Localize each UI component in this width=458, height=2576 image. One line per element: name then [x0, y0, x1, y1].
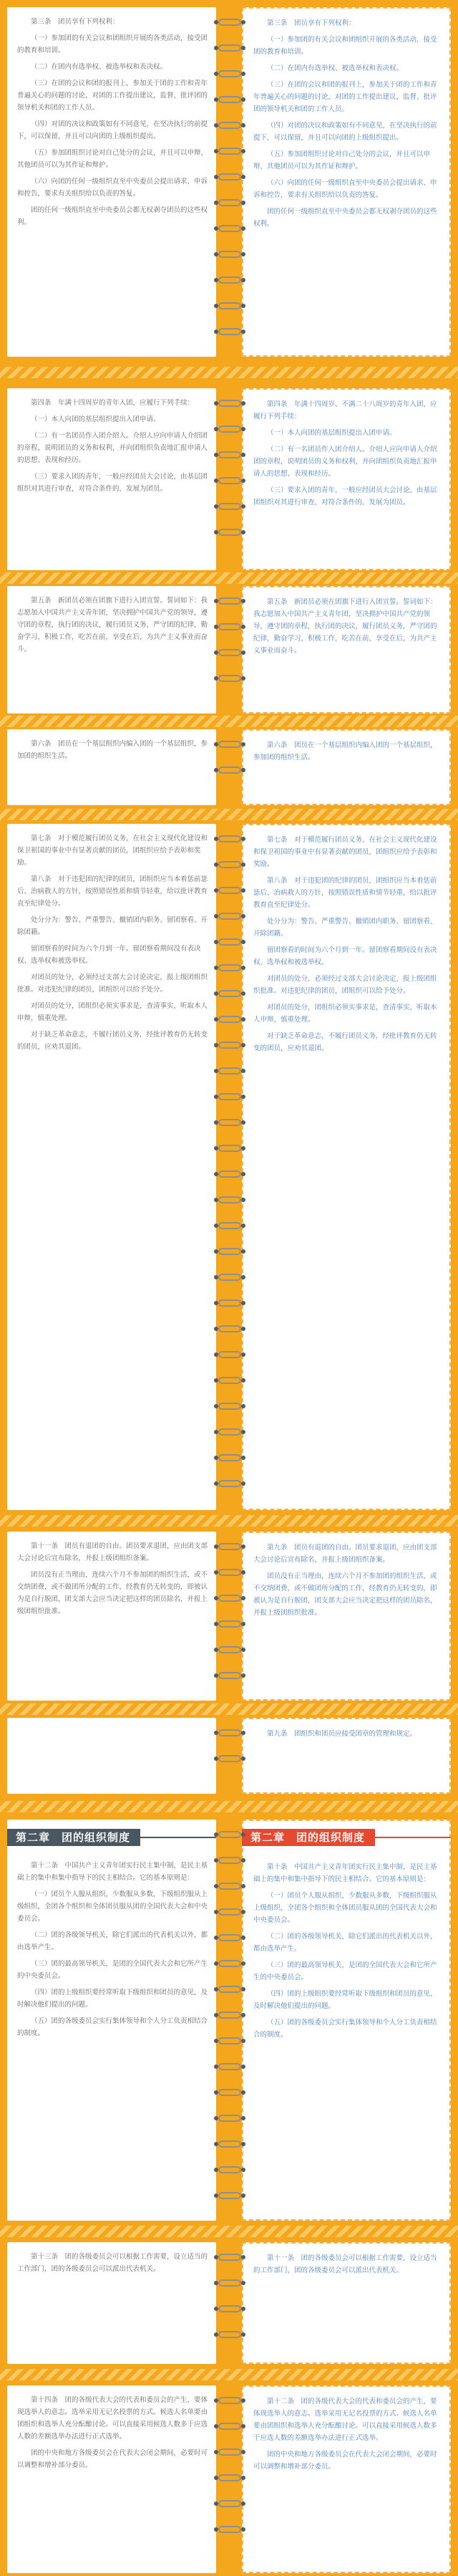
chapter-title: 第二章 团的组织制度	[7, 1829, 140, 1846]
binding-ring	[218, 1171, 241, 1178]
binding-ring	[218, 70, 241, 77]
left-paragraph: 团员没有正当理由，连续六个月不参加团的组织生活，或不交纳团费，或不做团所分配的工作，经教育仍无转变的，即被认为是自行脱团，团支部大会应当决定把这样的团员除名，并报上级团组织批准。	[17, 1571, 208, 1615]
binding-ring	[218, 2474, 241, 2481]
left-paragraph: （二）团的各级领导机关，除它们派出的代表机关以外，都由选举产生。	[17, 1931, 208, 1951]
right-paragraph: （二）团的各级领导机关，除它们派出的代表机关以外，都由选举产生。	[253, 1933, 437, 1953]
left-paragraph: （五）团的各级委员会实行集体领导和个人分工负责相结合的制度。	[17, 2017, 208, 2037]
left-panel-4	[7, 824, 216, 1510]
left-panel-9	[7, 2385, 216, 2573]
binding-ring	[218, 2448, 241, 2456]
binding-ring	[218, 503, 241, 510]
right-paragraph: 第十条 中国共产主义青年团实行民主集中制，是民主基础上的集中和集中指导下的民主相结合。它的基本原则是：	[253, 1863, 437, 1883]
left-paragraph: 团的任何一级组织直至中央委员会都无权剥夺团员的这些权利。	[17, 206, 208, 226]
binding-ring	[218, 1274, 241, 1281]
binding-ring	[218, 529, 241, 536]
binding-ring	[218, 1145, 241, 1152]
right-paragraph: （五）团的各级委员会实行集体领导和个人分工负责相结合的制度。	[253, 2019, 437, 2039]
section-separator	[0, 367, 458, 378]
left-paragraph: 第八条 对于违犯团的纪律的团员，团组织应当本着惩前毖后、治病救人的方针，按照错误性质和情节轻重，给以批评教育直至纪律处分。	[17, 875, 208, 908]
binding-ring	[218, 1042, 241, 1049]
binding-ring	[218, 1986, 241, 1993]
binding-ring	[218, 19, 241, 26]
right-panel-8	[242, 2242, 451, 2364]
right-paragraph: （六）向团的任何一级组织直至中央委员会提出请求、申诉和控告，要求有关组织给以负责的答复。	[253, 179, 437, 199]
binding-ring	[218, 1831, 241, 1838]
binding-ring	[218, 277, 241, 284]
left-paragraph: （五）参加团组织讨论对自己处分的会议，并且可以申辩，其他团员可以为其作证和辩护。	[17, 149, 208, 169]
left-panel-3	[7, 729, 216, 805]
binding-ring	[218, 2089, 241, 2096]
left-paragraph: （一）本人向团的基层组织提出入团申请。	[31, 415, 160, 423]
left-paragraph: 第十一条 团员有退团的自由。团员要求退团，应由团支部大会讨论后宣布除名，并报上级团组织备案。	[17, 1542, 208, 1562]
binding-ring	[218, 1908, 241, 1916]
left-paragraph: （三）团的最高领导机关，是团的全国代表大会和它所产生的中央委员会。	[17, 1960, 208, 1980]
right-panel-5	[242, 1532, 451, 1701]
right-paragraph: （三）团的最高领导机关，是团的全国代表大会和它所产生的中央委员会。	[253, 1961, 437, 1981]
binding-ring	[218, 225, 241, 232]
binding-ring	[218, 1934, 241, 1941]
section-separator	[0, 572, 458, 584]
right-paragraph: （一）参加团的有关会议和团组织开展的各类活动，接受团的教育和培训。	[253, 36, 437, 56]
binding-ring	[218, 2037, 241, 2044]
chapter-rule	[375, 1837, 451, 1838]
right-paragraph: （一）团员个人服从组织，少数服从多数，下级组织服从上级组织，全团各个组织和全体团员服从团的全国代表大会和中央委员会。	[253, 1892, 437, 1924]
binding-ring	[218, 1672, 241, 1679]
binding-ring	[218, 1620, 241, 1628]
left-panel-5	[7, 1532, 216, 1701]
left-paragraph: 第十四条 团的各级代表大会的代表和委员会的产生，要体现选举人的意志。选举采用无记名投票的方式。候选人名单要由团组织和选举人充分酝酿讨论。可以直接采用候选人数多于应选人数的差额选举办法进行正式选举。	[17, 2396, 208, 2441]
right-paragraph: （二）有一名团员作入团介绍人。介绍人应向申请人介绍团的章程，说明团员的义务和权利，并向团组织负责地汇报申请人的思想、表现和经历。	[253, 446, 437, 478]
right-paragraph: 处分分为：警告、严重警告、撤销团内职务、留团察看、开除团籍。	[253, 918, 437, 938]
right-paragraph: （四）对团的决议和政策如有不同意见，在坚决执行的前提下，可以保留，并且可以向团的上级组织提出。	[253, 122, 437, 142]
left-paragraph: （一）参加团的有关会议和团组织开展的各类活动，接受团的教育和培训。	[17, 34, 208, 54]
binding-ring	[218, 1067, 241, 1075]
binding-ring	[218, 1543, 241, 1550]
left-panel-1	[7, 388, 216, 570]
binding-ring	[218, 451, 241, 458]
binding-ring	[218, 887, 241, 894]
left-paragraph: 第三条 团员享有下列权利：	[31, 18, 120, 26]
binding-ring	[218, 1119, 241, 1126]
right-panel-0	[242, 7, 451, 357]
binding-ring	[218, 96, 241, 103]
right-panel-2	[242, 586, 451, 713]
binding-ring	[218, 2063, 241, 2070]
binding-ring	[218, 649, 241, 656]
binding-ring	[218, 766, 241, 774]
left-paragraph: 第十三条 团的各级委员会可以根据工作需要，设立适当的工作部门，团的各级委员会可以派出代表机关。	[17, 2253, 208, 2273]
right-paragraph: 对团员的处分，必须经过支部大会讨论决定，报上级团组织批准。对违犯纪律的团员，团组织可以给予处分。	[253, 975, 437, 995]
binding-ring	[218, 2423, 241, 2430]
binding-ring	[218, 1569, 241, 1576]
right-paragraph: （一）本人向团的基层组织提出入团申请。	[267, 429, 396, 437]
right-paragraph: （四）团的上级组织要经常听取下级组织和团员的意见，及时解决他们提出的问题。	[253, 1990, 437, 2010]
right-paragraph: 留团察看的时间为六个月到一年。留团察看期间没有表决权、选举权和被选举权。	[253, 946, 437, 966]
binding-ring	[218, 2140, 241, 2148]
left-paragraph: 第七条 对于模范履行团员义务，在社会主义现代化建设和保卫祖国的事业中有显著贡献的团员，团组织应给予表彰和奖励。	[17, 835, 208, 867]
binding-ring	[218, 1299, 241, 1307]
binding-ring	[218, 148, 241, 155]
right-paragraph: （三）要求入团的青年，一般应经团员大会讨论，由基层团组织对其进行审查，对符合条件的，发展为团员。	[253, 486, 437, 506]
section-separator	[0, 2369, 458, 2380]
binding-ring	[218, 1454, 241, 1461]
chapter-heading-left	[7, 1825, 216, 1850]
binding-ring	[218, 173, 241, 181]
binding-ring	[218, 2279, 241, 2287]
right-panel-9	[242, 2385, 451, 2573]
right-paragraph: 团的任何一级组织直至中央委员会都无权剥夺团员的这些权利。	[253, 208, 437, 228]
binding-ring	[218, 938, 241, 946]
left-paragraph: 团的中央和地方各级委员会在代表大会闭会期间，必要时可以调整和增补部分委员。	[17, 2449, 208, 2469]
binding-ring	[218, 1377, 241, 1384]
right-panel-6	[242, 1718, 451, 1794]
binding-ring	[218, 1016, 241, 1023]
right-paragraph: 第十二条 团的各级代表大会的代表和委员会的产生，要体现选举人的意志。选举采用无记名投票的方式。候选人名单要由团组织和选举人充分酝酿讨论。可以直接采用候选人数多于应选人数的差额选举办法进行正式选举。	[253, 2398, 437, 2442]
right-paragraph: 对于缺乏革命意志，不履行团员义务，经批评教育仍无转变的团员，应劝其退团。	[253, 1032, 437, 1052]
right-paragraph: 团员没有正当理由，连续六个月不参加团的组织生活，或不交纳团费，或不做团所分配的工作，经教育仍无转变的，即被认为是自行脱团，团支部大会应当决定把这样的团员除名，并报上级团组织批准。	[253, 1572, 437, 1617]
left-paragraph: 对团员的处分，必须经过支部大会讨论决定，报上级团组织批准。对违犯纪律的团员，团组织可以给予处分。	[17, 974, 208, 994]
binding-ring	[218, 2012, 241, 2019]
binding-ring	[218, 1325, 241, 1332]
binding-ring	[218, 328, 241, 335]
binding-ring	[218, 1960, 241, 1967]
right-paragraph: 对团员的处分，团组织必须实事求是，查清事实，听取本人申辩，慎重处理。	[253, 1004, 437, 1024]
binding-ring	[218, 199, 241, 206]
chapter-heading-right	[242, 1825, 451, 1850]
section-separator	[0, 1703, 458, 1715]
binding-ring	[218, 835, 241, 842]
right-paragraph: （二）在团内有选举权、被选举权和表决权。	[267, 64, 404, 72]
binding-ring	[218, 2305, 241, 2312]
binding-ring	[218, 1883, 241, 1890]
binding-ring	[218, 2500, 241, 2507]
left-paragraph: 对团员的处分，团组织必须实事求是，查清事实，听取本人申辩，慎重处理。	[17, 1002, 208, 1022]
right-paragraph: 第六条 团员在一个基层组织内编入团的一个基层组织，参加团的组织生活。	[253, 741, 437, 761]
right-paragraph: （五）参加团组织讨论对自己处分的会议，并且可以申辩，其他团员可以为其作证和辩护。	[253, 150, 431, 170]
section-separator	[0, 1801, 458, 1812]
binding-ring	[218, 1403, 241, 1410]
left-paragraph: （三）在团的会议和团的报刊上，参加关于团的工作和青年普遍关心的问题的讨论，对团的工作提出建议，监督、批评团的领导机关和团的工作人员。	[17, 80, 208, 112]
right-paragraph: （三）在团的会议和团的报刊上，参加关于团的工作和青年普遍关心的问题的讨论，对团的工作提出建议，监督、批评团的领导机关和团的工作人员。	[253, 81, 437, 113]
binding-ring	[218, 597, 241, 605]
binding-ring	[218, 1351, 241, 1358]
left-paragraph: 第六条 团员在一个基层组织内编入团的一个基层组织，参加团的组织生活。	[17, 740, 208, 760]
left-paragraph: 第四条 年满十四周岁的青年入团，应履行下列手续：	[31, 399, 195, 407]
left-paragraph: （三）要求入团的青年，一般应经团员大会讨论，由基层团组织对其进行审查，对符合条件的，发展为团员。	[17, 473, 208, 493]
binding-ring	[218, 1646, 241, 1653]
section-separator	[0, 2226, 458, 2237]
binding-ring	[218, 302, 241, 309]
left-paragraph: 对于缺乏革命意志，不履行团员义务，经批评教育仍无转变的团员，应劝其退团。	[17, 1031, 208, 1051]
binding-ring	[218, 913, 241, 920]
binding-ring	[218, 44, 241, 52]
left-panel-8	[7, 2242, 216, 2364]
binding-ring	[218, 2115, 241, 2122]
right-panel-4	[242, 824, 451, 1510]
section-separator	[0, 1515, 458, 1527]
binding-ring	[218, 1248, 241, 1255]
binding-ring	[218, 1595, 241, 1602]
right-panel-1	[242, 388, 451, 570]
binding-ring	[218, 741, 241, 748]
binding-ring	[218, 400, 241, 407]
binding-ring	[218, 2166, 241, 2173]
left-paragraph: 第五条 新团员必须在团旗下进行入团宣誓。誓词如下：我志愿加入中国共产主义青年团，坚决拥护中国共产党的领导，遵守团的章程，执行团的决议，履行团员义务，严守团的纪律，勤奋学习，积极工作，吃苦在前，享受在后，为共产主义事业而奋斗。	[17, 597, 208, 653]
binding-ring	[218, 477, 241, 484]
binding-ring	[218, 675, 241, 682]
right-panel-3	[242, 729, 451, 805]
section-separator	[0, 809, 458, 820]
right-paragraph: 第三条 团员享有下列权利：	[267, 19, 356, 27]
binding-ring	[218, 1480, 241, 1487]
binding-ring	[218, 1428, 241, 1436]
binding-ring	[218, 1222, 241, 1229]
binding-ring	[218, 1093, 241, 1100]
left-panel-0	[7, 7, 216, 357]
binding-ring	[218, 861, 241, 868]
left-paragraph: （二）在团内有选举权、被选举权和表决权。	[31, 63, 167, 71]
right-paragraph: 第八条 对于违犯团的纪律的团员，团组织应当本着惩前毖后、治病救人的方针，按照错误性质和情节轻重，给以批评教育直至纪律处分。	[253, 877, 437, 909]
right-paragraph: 第九条 团组织和团员应接受团章的管理和规定。	[267, 1730, 417, 1738]
binding-ring	[218, 251, 241, 258]
binding-ring	[218, 2331, 241, 2338]
chapter-title: 第二章 团的组织制度	[242, 1829, 375, 1846]
right-paragraph: 第九条 团员有退团的自由。团员要求退团，应由团支部大会讨论后宣布除名，并报上级团组织备案。	[253, 1544, 437, 1564]
binding-ring	[218, 964, 241, 971]
left-panel-7	[7, 1820, 216, 2221]
left-paragraph: （四）团的上级组织要经常听取下级组织和团员的意见，及时解决他们提出的问题。	[17, 1989, 208, 2009]
binding-ring	[218, 1755, 241, 1762]
right-panel-7	[242, 1820, 451, 2221]
right-paragraph: 第七条 对于模范履行团员义务，在社会主义现代化建设和保卫祖国的事业中有显著贡献的团员，团组织应给予表彰和奖励。	[253, 836, 437, 868]
binding-ring	[218, 426, 241, 433]
right-paragraph: 第四条 年满十四周岁、不满二十八周岁的青年入团，应履行下列手续：	[253, 400, 437, 420]
right-paragraph: 团的中央和地方各级委员会在代表大会闭会期间，必要时可以调整和增补部分委员。	[253, 2451, 437, 2471]
left-paragraph: （一）团员个人服从组织，少数服从多数，下级组织服从上级组织，全团各个组织和全体团员服从团的全国代表大会和中央委员会。	[17, 1890, 208, 1923]
right-paragraph: 第十一条 团的各级委员会可以根据工作需要，设立适当的工作部门，团的各级委员会可以派出代表机关。	[253, 2254, 437, 2274]
left-panel-6	[7, 1718, 216, 1794]
binding-ring	[218, 623, 241, 630]
binding-ring	[218, 1729, 241, 1736]
right-paragraph: 第五条 新团员必须在团旗下进行入团宣誓。誓词如下：我志愿加入中国共产主义青年团，坚决拥护中国共产党的领导，遵守团的章程，执行团的决议，履行团员义务，严守团的纪律，勤奋学习，积极工作，吃苦在前，享受在后，为共产主义事业而奋斗。	[253, 598, 437, 655]
binding-ring	[218, 122, 241, 129]
left-paragraph: （四）对团的决议和政策如有不同意见，在坚决执行的前提下，可以保留，并且可以向团的上级组织提出。	[17, 120, 208, 140]
binding-ring	[218, 2254, 241, 2261]
section-separator	[0, 716, 458, 727]
left-paragraph: （六）向团的任何一级组织直至中央委员会提出请求、申诉和控告，要求有关组织给以负责的答复。	[17, 178, 208, 198]
chapter-rule	[140, 1837, 216, 1838]
binding-ring	[218, 1857, 241, 1864]
left-paragraph: 留团察看的时间为六个月到一年。留团察看期间没有表决权、选举权和被选举权。	[17, 945, 201, 965]
binding-ring	[218, 2526, 241, 2533]
binding-ring	[218, 990, 241, 997]
binding-ring	[218, 2397, 241, 2404]
left-panel-2	[7, 586, 216, 713]
binding-ring	[218, 2192, 241, 2199]
left-paragraph: 第十二条 中国共产主义青年团实行民主集中制，是民主基础上的集中和集中指导下的民主相结合。它的基本原则是：	[17, 1862, 208, 1882]
left-paragraph: （二）有一名团员作入团介绍人。介绍人应向申请人介绍团的章程，说明团员的义务和权利，并向团组织负责地汇报申请人的思想、表现和经历。	[17, 432, 208, 464]
binding-ring	[218, 1196, 241, 1203]
left-paragraph: 处分分为：警告、严重警告、撤销团内职务、留团察看、开除团籍。	[17, 916, 208, 936]
